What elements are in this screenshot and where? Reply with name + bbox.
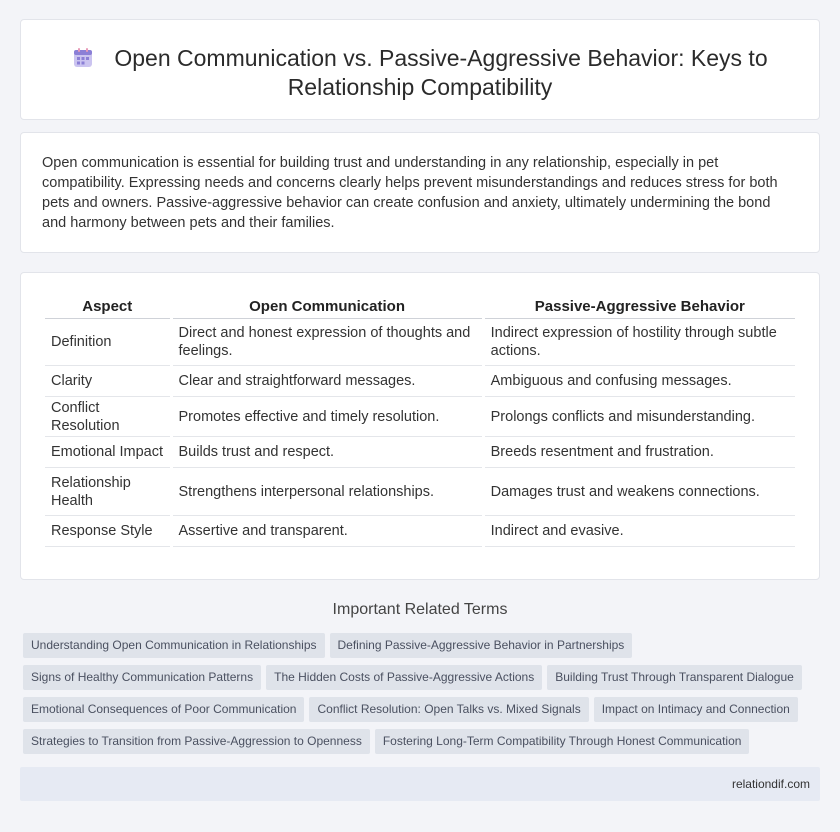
header-aspect: Aspect [45,295,170,319]
table-cell: Direct and honest expression of thoughts and feelings. [173,319,482,366]
table-cell: Relationship Health [45,468,170,516]
table-cell: Ambiguous and confusing messages. [485,366,795,397]
table-cell: Clear and straightforward messages. [173,366,482,397]
related-term-tag[interactable]: Understanding Open Communication in Relationships [23,633,325,658]
tag-row [23,633,813,665]
header-open-communication: Open Communication [173,295,482,319]
calendar-icon [72,47,94,69]
related-term-tag[interactable]: Emotional Consequences of Poor Communication [23,697,304,722]
related-term-tag[interactable]: Impact on Intimacy and Connection [594,697,798,722]
intro-paragraph: Open communication is essential for building trust and understanding in any relationship, especially in pet compatibility. Expressing needs and concerns clearly helps prevent misunderstandings and reduces stress for both pets and owners. Passive-aggressive behavior can create confusion and anxiety, ultimately undermining the bond and harmony between pets and their families. [42,155,778,231]
table-row [45,366,795,397]
table-cell: Promotes effective and timely resolution. [173,397,482,437]
related-term-tag[interactable]: Building Trust Through Transparent Dialogue [547,665,802,690]
footer [20,767,820,801]
related-term-tag[interactable]: Signs of Healthy Communication Patterns [23,665,261,690]
table-row [45,437,795,468]
tag-row [23,665,813,697]
table-row [45,516,795,547]
table-cell: Strengthens interpersonal relationships. [173,468,482,516]
related-term-tag[interactable]: Strategies to Transition from Passive-Aggression to Openness [23,729,370,754]
table-cell: Response Style [45,516,170,547]
table-cell: Prolongs conflicts and misunderstanding. [485,397,795,437]
header-passive-aggressive: Passive-Aggressive Behavior [485,295,795,319]
table-cell: Clarity [45,366,170,397]
table-cell: Conflict Resolution [45,397,170,437]
table-cell: Assertive and transparent. [173,516,482,547]
table-row [45,397,795,437]
related-terms-heading: Important Related Terms [332,601,508,618]
table-cell: Definition [45,319,170,366]
title-card [20,19,820,120]
table-row [45,319,795,366]
tag-row [23,697,813,729]
comparison-table [42,295,798,547]
related-term-tag[interactable]: The Hidden Costs of Passive-Aggressive Actions [266,665,542,690]
table-cell: Damages trust and weakens connections. [485,468,795,516]
footer-site-link[interactable]: relationdif.com [731,777,810,791]
table-cell: Indirect and evasive. [485,516,795,547]
title-text: Open Communication vs. Passive-Aggressive Behavior: Keys to Relationship Compatibility [114,45,768,100]
comparison-card [20,272,820,580]
tag-row [23,729,813,761]
related-terms-list [23,633,813,761]
related-term-tag[interactable]: Defining Passive-Aggressive Behavior in Partnerships [330,633,633,658]
related-term-tag[interactable]: Fostering Long-Term Compatibility Through Honest Communication [375,729,750,754]
related-term-tag[interactable]: Conflict Resolution: Open Talks vs. Mixed Signals [309,697,588,722]
table-header-row [45,295,795,319]
table-cell: Breeds resentment and frustration. [485,437,795,468]
table-cell: Emotional Impact [45,437,170,468]
table-cell: Indirect expression of hostility through subtle actions. [485,319,795,366]
table-cell: Builds trust and respect. [173,437,482,468]
intro-card [20,132,820,253]
page-title [21,44,819,102]
table-row [45,468,795,516]
